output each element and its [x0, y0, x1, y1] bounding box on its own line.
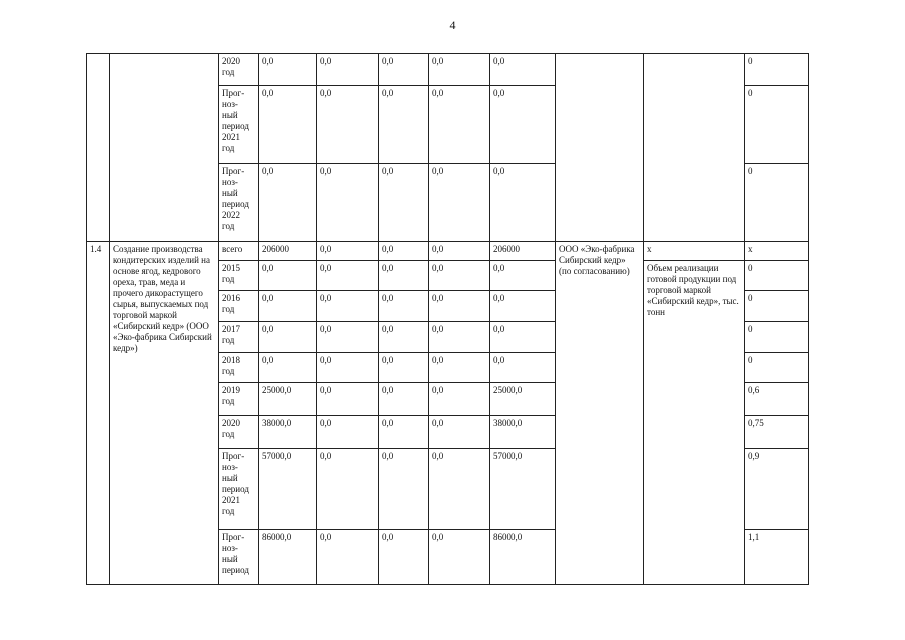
result-cell: [644, 54, 745, 242]
table-row: [87, 242, 809, 261]
value-cell: 25000,0: [490, 383, 556, 416]
value-cell: 206000: [490, 242, 556, 261]
measure-name-cell: [110, 54, 219, 242]
number-cell: [87, 54, 110, 242]
period-cell: Прог- ноз- ный период 2021 год: [219, 86, 259, 164]
value-cell: 0,0: [429, 416, 490, 449]
value-cell: 0,0: [317, 416, 379, 449]
value-cell: 0,0: [379, 416, 429, 449]
value-cell: 0,0: [379, 164, 429, 242]
value-cell: 0,0: [429, 530, 490, 585]
table-row: [87, 54, 809, 86]
value-cell: 0,0: [490, 261, 556, 291]
period-cell: 2018 год: [219, 353, 259, 383]
value-cell: 0,0: [317, 54, 379, 86]
value-cell: 0,0: [259, 261, 317, 291]
value-cell: 0,0: [429, 86, 490, 164]
value-cell: 25000,0: [259, 383, 317, 416]
indicator-cell: 0: [745, 322, 809, 353]
value-cell: 0,0: [317, 86, 379, 164]
period-cell: 2020 год: [219, 416, 259, 449]
value-cell: 0,0: [429, 322, 490, 353]
period-cell: Прог- ноз- ный период 2022 год: [219, 164, 259, 242]
section-number: 1.4: [87, 242, 110, 585]
value-cell: 0,0: [429, 261, 490, 291]
indicator-cell: 0: [745, 291, 809, 322]
period-cell: 2017 год: [219, 322, 259, 353]
value-cell: 57000,0: [490, 449, 556, 530]
value-cell: 0,0: [317, 449, 379, 530]
period-cell: 2020 год: [219, 54, 259, 86]
value-cell: 0,0: [259, 54, 317, 86]
value-cell: 0,0: [317, 291, 379, 322]
value-cell: 0,0: [317, 164, 379, 242]
indicator-cell: 0: [745, 86, 809, 164]
value-cell: 0,0: [379, 86, 429, 164]
period-cell: Прог- ноз- ный период 2021 год: [219, 449, 259, 530]
value-cell: 0,0: [490, 86, 556, 164]
result-top-cell: x: [644, 242, 745, 261]
indicator-cell: 0,75: [745, 416, 809, 449]
value-cell: 0,0: [490, 291, 556, 322]
period-cell: 2015 год: [219, 261, 259, 291]
value-cell: 0,0: [317, 353, 379, 383]
page-number: 4: [449, 18, 456, 32]
value-cell: 0,0: [317, 322, 379, 353]
value-cell: 0,0: [429, 383, 490, 416]
period-cell: всего: [219, 242, 259, 261]
value-cell: 0,0: [259, 291, 317, 322]
value-cell: 0,0: [379, 449, 429, 530]
value-cell: 0,0: [317, 261, 379, 291]
value-cell: 0,0: [259, 86, 317, 164]
value-cell: 0,0: [379, 261, 429, 291]
indicator-top-cell: x: [745, 242, 809, 261]
value-cell: 0,0: [379, 530, 429, 585]
period-cell: 2019 год: [219, 383, 259, 416]
value-cell: 86000,0: [490, 530, 556, 585]
value-cell: 0,0: [490, 164, 556, 242]
value-cell: 0,0: [317, 530, 379, 585]
indicator-cell: 0: [745, 353, 809, 383]
value-cell: 0,0: [490, 322, 556, 353]
value-cell: 38000,0: [490, 416, 556, 449]
value-cell: 57000,0: [259, 449, 317, 530]
indicator-cell: 1,1: [745, 530, 809, 585]
value-cell: 0,0: [429, 353, 490, 383]
value-cell: 0,0: [259, 322, 317, 353]
value-cell: 0,0: [490, 54, 556, 86]
value-cell: 0,0: [429, 242, 490, 261]
executor-cell: [556, 54, 644, 242]
value-cell: 0,0: [429, 449, 490, 530]
value-cell: 0,0: [379, 383, 429, 416]
indicator-cell: 0,6: [745, 383, 809, 416]
value-cell: 0,0: [429, 54, 490, 86]
indicator-cell: 0: [745, 164, 809, 242]
value-cell: 0,0: [429, 164, 490, 242]
value-cell: 0,0: [317, 242, 379, 261]
measure-name: Создание производства кондитерских изделий на основе ягод, кедрового ореха, трав, меда и прочего дикорастущего сырья, выпускаемых под торговой маркой «Сибирский кедр» (ООО «Эко-фабрика Сибирский кедр»): [110, 242, 219, 585]
value-cell: 206000: [259, 242, 317, 261]
period-cell: Прог- ноз- ный период: [219, 530, 259, 585]
value-cell: 0,0: [429, 291, 490, 322]
value-cell: 0,0: [490, 353, 556, 383]
value-cell: 0,0: [379, 242, 429, 261]
value-cell: 0,0: [259, 353, 317, 383]
value-cell: 0,0: [379, 353, 429, 383]
value-cell: 0,0: [317, 383, 379, 416]
value-cell: 0,0: [379, 322, 429, 353]
period-cell: 2016 год: [219, 291, 259, 322]
value-cell: 0,0: [379, 54, 429, 86]
result-name-cell: Объем реализации готовой продукции под торговой маркой «Сибирский кедр», тыс. тонн: [644, 261, 745, 585]
indicator-cell: 0: [745, 261, 809, 291]
indicator-cell: 0: [745, 54, 809, 86]
executor-cell: ООО «Эко-фабрика Сибирский кедр» (по согласованию): [556, 242, 644, 585]
budget-table: [86, 53, 809, 585]
value-cell: 38000,0: [259, 416, 317, 449]
indicator-cell: 0,9: [745, 449, 809, 530]
value-cell: 0,0: [379, 291, 429, 322]
value-cell: 0,0: [259, 164, 317, 242]
value-cell: 86000,0: [259, 530, 317, 585]
